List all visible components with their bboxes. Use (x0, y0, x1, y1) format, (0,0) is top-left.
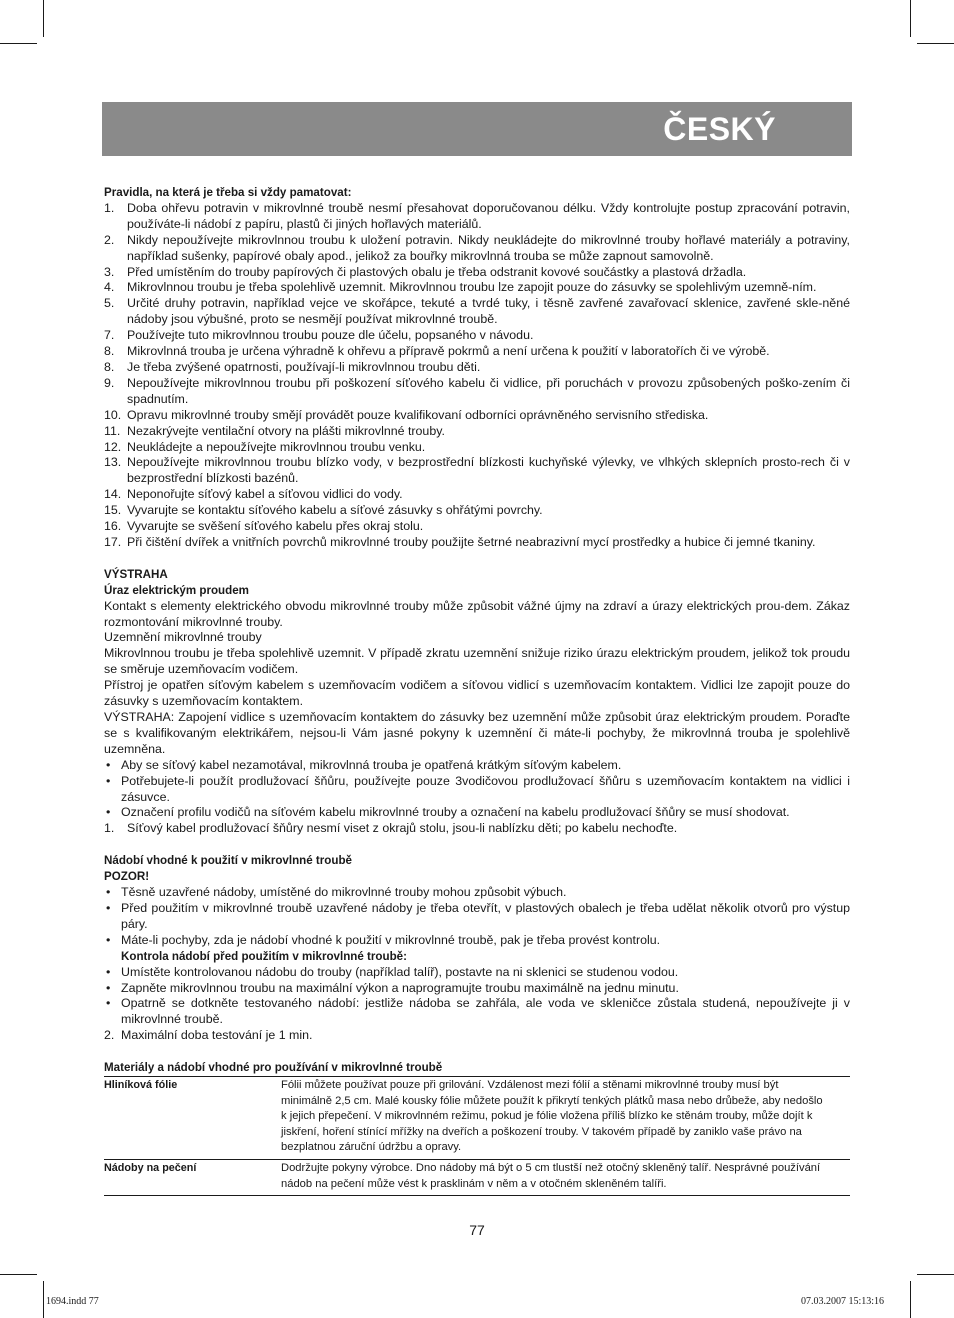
warning-bullets (104, 758, 850, 822)
item-text: Opravu mikrovlnné trouby smějí provádět pouze kvalifikovaní odborníci oprávněného servisního střediska. (127, 407, 709, 422)
bullet-icon: • (106, 980, 111, 995)
warning-paragraph: Kontakt s elementy elektrického obvodu mikrovlnné trouby může způsobit vážné újmy na zdraví a úrazy elektrických prou-dem. Zákaz rozmontování mikrovlnné trouby. (104, 598, 850, 629)
list-item (104, 296, 850, 328)
crop-mark (910, 1281, 911, 1318)
item-text: Nepoužívejte mikrovlnnou troubu při poškození síťového kabelu či vidlice, při poruchách v provozu způsobených poško-zením či spadnutím. (127, 375, 850, 406)
item-text: Vyvarujte se svěšení síťového kabelu přes okraj stolu. (127, 519, 424, 534)
item-text: Potřebujete-li použít prodlužovací šňůru, používejte pouze 3vodičovou prodlužovací šňůru s uzemňovacím kontaktem na vidlici i zásuvce. (121, 773, 850, 804)
item-number: 14. (104, 487, 122, 502)
page-title: ČESKÝ (663, 111, 776, 147)
table-row (104, 1160, 850, 1196)
table-row (104, 1077, 850, 1159)
item-text: Mikrovlnnou troubu je třeba spolehlivě uzemnit. Mikrovlnnou troubu lze zapojit pouze do zásuvky se spolehlivým uzemně-ním. (127, 280, 817, 295)
rules-heading: Pravidla, na která je třeba si vždy pamatovat: (104, 186, 352, 199)
control-heading: Kontrola nádobí před použitím v mikrovlnné troubě: (121, 949, 407, 963)
item-number: 17. (104, 534, 122, 549)
list-item (104, 233, 850, 265)
warning-paragraphs (104, 599, 850, 758)
list-item (104, 821, 850, 837)
list-item (104, 455, 850, 487)
material-name: Hliníková fólie (104, 1077, 281, 1159)
item-number: 1. (104, 821, 115, 836)
list-item (104, 360, 850, 376)
item-text: Při čištění dvířek a vnitřních povrchů mikrovlnné trouby použijte šetrné neabrazivní mycí prostředky a hubice či jemné tkaniny. (127, 534, 816, 549)
materials-heading: Materiály a nádobí vhodné pro používání v mikrovlnné troubě (104, 1060, 850, 1077)
item-text: Opatrně se dotkněte testovaného nádobí: jestliže nádoba se zahřála, ale voda ve skleničce zůstala studená, nepoužívejte ji v mikrovlnné troubě. (121, 996, 850, 1027)
document-body (104, 185, 850, 1196)
material-name: Nádoby na pečení (104, 1160, 281, 1196)
item-text: Neukládejte a nepoužívejte mikrovlnnou troubu venku. (127, 439, 426, 454)
warning-paragraph: Přístroj je opatřen síťovým kabelem s uzemňovacím vodičem a síťovou vidlicí s uzemňovacím kontaktem. Vidlici lze zapojit pouze do zásuvky s uzemňovacím kontaktem. (104, 678, 850, 709)
bullet-icon: • (106, 805, 111, 820)
crop-mark (43, 0, 44, 37)
item-number: 10. (104, 407, 122, 422)
footer-file: 1694.indd 77 (46, 1296, 99, 1307)
list-item (104, 376, 850, 408)
list-item (104, 981, 850, 997)
list-item (104, 201, 850, 233)
list-item (104, 933, 850, 949)
item-text: Aby se síťový kabel nezamotával, mikrovlnná trouba je opatřená krátkým síťovým kabelem. (121, 757, 622, 772)
bullet-icon: • (106, 757, 111, 772)
item-text: Umístěte kontrolovanou nádobu do trouby (například talíř), postavte na ni sklenici se studenou vodou. (121, 964, 679, 979)
item-text: Neponořujte síťový kabel a síťovou vidlici do vody. (127, 487, 403, 502)
bullet-icon: • (106, 932, 111, 947)
item-number: 5. (104, 296, 115, 311)
cookware-heading: Nádobí vhodné k použití v mikrovlnné troubě (104, 854, 352, 868)
item-text: Je třeba zvýšené opatrnosti, používají-li mikrovlnnou troubu děti. (127, 359, 481, 374)
list-item (104, 440, 850, 456)
bullet-icon: • (106, 900, 111, 915)
warning-paragraph: Mikrovlnnou troubu je třeba spolehlivě uzemnit. V případě zkratu uzemnění snižuje riziko úrazu elektrickým proudem, jelikož tok proudu se směruje uzemňovacím vodičem. (104, 646, 850, 677)
item-text: Nezakrývejte ventilační otvory na plášti mikrovlnné trouby. (127, 423, 445, 438)
list-item (104, 503, 850, 519)
warning-heading: VÝSTRAHA (104, 567, 168, 581)
item-number: 7. (104, 328, 115, 343)
crop-mark (0, 1274, 37, 1275)
warning-subheading: Úraz elektrickým proudem (104, 583, 249, 597)
item-text: Označení profilu vodičů na síťovém kabelu mikrovlnné trouby a označení na kabelu prodlužovací šňůry se musí shodovat. (121, 805, 790, 820)
list-item (104, 965, 850, 981)
crop-mark (917, 43, 954, 44)
rules-list (104, 201, 850, 551)
material-description: Fólii můžete používat pouze při grilování. Vzdálenost mezi fólií a stěnami mikrovlnné trouby musí být minimálně 2,5 cm. Malé kousky fólie můžete použít k přikrytí tenkých plátků masa nebo drůbeže, aby nedošlo k jejich přepečení. V mikrovlnném režimu, pokud je fólie vložena příliš blízko ke stěnám trouby, může dojít k jiskření, hoření stínící mřížky na dveřích a poškození trouby. V takovém případě by zaniklo vaše právo na bezplatnou záruční údržbu a opravy. (281, 1077, 850, 1159)
item-number: 8. (104, 359, 115, 374)
list-item (104, 805, 850, 821)
list-item (104, 424, 850, 440)
bullet-icon: • (106, 964, 111, 979)
item-text: Těsně uzavřené nádoby, umístěné do mikrovlnné trouby mohou způsobit výbuch. (121, 885, 567, 900)
item-number: 2. (104, 1028, 115, 1043)
item-number: 12. (104, 439, 122, 454)
caution-label: POZOR! (104, 870, 150, 884)
bullet-icon: • (106, 773, 111, 788)
item-text: Nikdy nepoužívejte mikrovlnnou troubu k uložení potravin. Nikdy neukládejte do mikrovlnné trouby hořlavé materiály a potraviny, například sušenky, papírové obaly apod., jelikož za bouřky mikrovlnná trouba se může zapnout samovolně. (127, 232, 850, 263)
item-number: 16. (104, 519, 122, 534)
footer-timestamp: 07.03.2007 15:13:16 (800, 1296, 884, 1307)
list-item (104, 885, 850, 901)
item-number: 3. (104, 264, 115, 279)
page-number: 77 (469, 1222, 485, 1238)
list-item (104, 328, 850, 344)
control-bullets (104, 965, 850, 1029)
item-text: Zapněte mikrovlnnou troubu na maximální výkon a naprogramujte troubu maximálně na jednu minutu. (121, 980, 679, 995)
warning-paragraph: VÝSTRAHA: Zapojení vidlice s uzemňovacím kontaktem do zásuvky bez uzemnění může způsobit úraz elektrickým proudem. Poraďte se s kvalifikovaným elektrikářem, nejsou-li Vám jasné pokyny k uzemnění či máte-li pochyby, že mikrovlnná trouba je spolehlivě uzemněna. (104, 710, 850, 756)
item-text: Určité druhy potravin, například vejce ve skořápce, tekuté a tvrdé tuky, i těsně zavřené zavařovací sklenice, zavřené skle-něné nádoby jsou výbušné, proto se nesmějí používat mikrovlnné troubě. (127, 296, 850, 327)
item-text: Vyvarujte se kontaktu síťového kabelu a síťové zásuvky s ohřátými povrchy. (127, 503, 543, 518)
list-item (104, 758, 850, 774)
item-number: 15. (104, 503, 122, 518)
warning-paragraph: Uzemnění mikrovlnné trouby (104, 630, 262, 645)
item-number: 8. (104, 344, 115, 359)
item-text: Mikrovlnná trouba je určena výhradně k ohřevu a přípravě pokrmů a není určena k použití v laboratořích či ve výrobě. (127, 344, 770, 359)
item-number: 2. (104, 232, 115, 247)
list-item (104, 265, 850, 281)
list-item (104, 901, 850, 933)
list-item (104, 1028, 850, 1044)
crop-mark (0, 43, 37, 44)
cookware-bullets (104, 885, 850, 949)
language-header-bar (102, 102, 852, 156)
item-number: 11. (104, 423, 121, 438)
crop-mark (917, 1274, 954, 1275)
item-text: Doba ohřevu potravin v mikrovlnné troubě nesmí přesahovat doporučovanou délku. Vždy kontrolujte postup zpracování potravin, používáte-li nádobí z papíru, plastů či jiných hořlavých materiálů. (127, 200, 850, 231)
item-number: 13. (104, 455, 122, 470)
list-item (104, 408, 850, 424)
list-item (104, 774, 850, 806)
item-text: Před použitím v mikrovlnné troubě uzavřené nádoby je třeba otevřít, v plastových obalech je třeba udělat několik otvorů pro výstup páry. (121, 900, 850, 931)
item-text: Síťový kabel prodlužovací šňůry nesmí viset z okrajů stolu, jsou-li nablízku děti; po kabelu nechoďte. (127, 821, 678, 836)
bullet-icon: • (106, 996, 111, 1011)
list-item (104, 280, 850, 296)
list-item (104, 519, 850, 535)
item-number: 4. (104, 280, 115, 295)
item-number: 1. (104, 200, 115, 215)
material-description: Dodržujte pokyny výrobce. Dno nádoby má být o 5 cm tlustší než otočný skleněný talíř. Nesprávné používání nádob na pečení může vést k prasklinám v něm a v otočném skleněném talíři. (281, 1160, 850, 1196)
list-item (104, 487, 850, 503)
item-text: Maximální doba testování je 1 min. (121, 1028, 313, 1043)
list-item (104, 996, 850, 1028)
materials-table (104, 1077, 850, 1196)
list-item (104, 344, 850, 360)
item-text: Máte-li pochyby, zda je nádobí vhodné k použití v mikrovlnné troubě, pak je třeba provést kontrolu. (121, 932, 661, 947)
crop-mark (910, 0, 911, 37)
item-text: Před umístěním do trouby papírových či plastových obalu je třeba odstranit kovové součástky a plastová držadla. (127, 264, 747, 279)
item-text: Používejte tuto mikrovlnnou troubu pouze dle účelu, popsaného v návodu. (127, 328, 534, 343)
crop-mark (43, 1281, 44, 1318)
list-item (104, 535, 850, 551)
item-number: 9. (104, 375, 115, 390)
bullet-icon: • (106, 885, 111, 900)
item-text: Nepoužívejte mikrovlnnou troubu blízko vody, v bezprostřední blízkosti kuchyňské výlevky, ve vlhkých sklepních prosto-rech či v bezprostřední blízkosti bazénů. (127, 455, 850, 486)
